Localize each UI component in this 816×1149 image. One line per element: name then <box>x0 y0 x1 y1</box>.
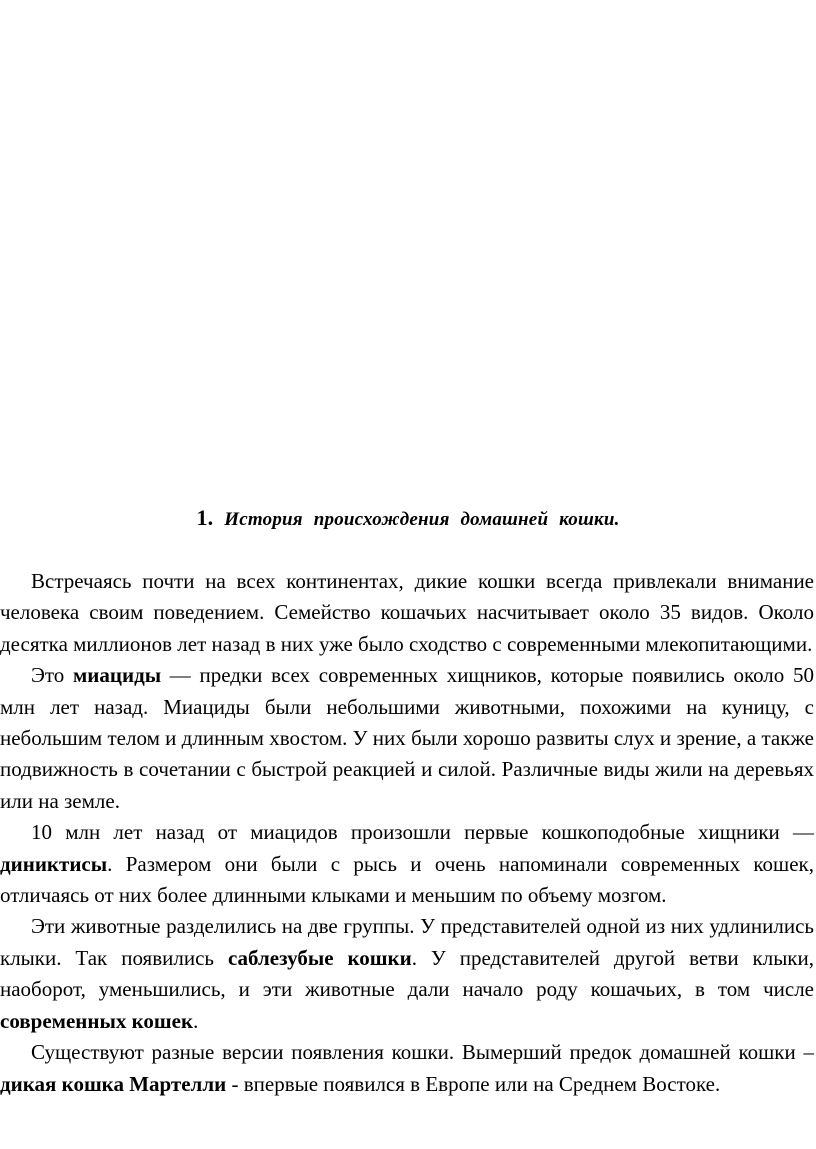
text-run: Эти животные разделились на две группы. У представителей одной из них удлинились клыки. Так появились <box>0 914 814 970</box>
paragraph <box>0 817 814 911</box>
paragraph <box>0 660 814 817</box>
bold-term: диниктисы <box>0 851 108 876</box>
bold-term: современных кошек <box>0 1008 194 1033</box>
text-run: — предки всех современных хищников, которые появились около 50 млн лет назад. Миациды были небольшими животными, похожими на куницу, с небольшим телом и длинным хвостом. У них были хорошо развиты слух и зрение, а также подвижность в сочетании с быстрой реакцией и силой. Различные виды жили на деревьях или на земле. <box>0 663 814 813</box>
text-run: . У представителей другой ветви клыки, наоборот, уменьшились, и эти животные дали начало роду кошачьих, в том числе <box>0 945 814 1002</box>
section-number: 1. <box>196 505 214 530</box>
text-run: Встречаясь почти на всех континентах, дикие кошки всегда привлекали внимание человека своим поведением. Семейство кошачьих насчитывает около 35 видов. Около десятка миллионов лет назад в них уже было сходство с современными млекопитающими. <box>0 569 814 656</box>
paragraph <box>0 1037 814 1100</box>
bold-term: миациды <box>72 663 162 688</box>
text-run: Это <box>31 663 73 688</box>
bold-term: саблезубые кошки <box>227 945 412 970</box>
paragraph <box>0 566 814 660</box>
text-run: - впервые появился в Европе или на Среднем Востоке. <box>226 1071 721 1096</box>
text-run: . <box>193 1008 199 1033</box>
text-run: 10 млн лет назад от миацидов произошли первые кошкоподобные хищники — <box>31 820 814 845</box>
text-run: Существуют разные версии появления кошки. Вымерший предок домашней кошки – <box>31 1040 814 1065</box>
bold-term: дикая кошка Мартелли <box>0 1071 227 1096</box>
section-title: История происхождения домашней кошки. <box>224 509 620 530</box>
paragraph <box>0 911 814 1037</box>
section-heading <box>0 505 816 531</box>
text-run: . Размером они были с рысь и очень напоминали современных кошек, отличаясь от них более длинными клыками и меньшим по объему мозгом. <box>0 851 814 908</box>
body-text <box>0 566 814 1100</box>
